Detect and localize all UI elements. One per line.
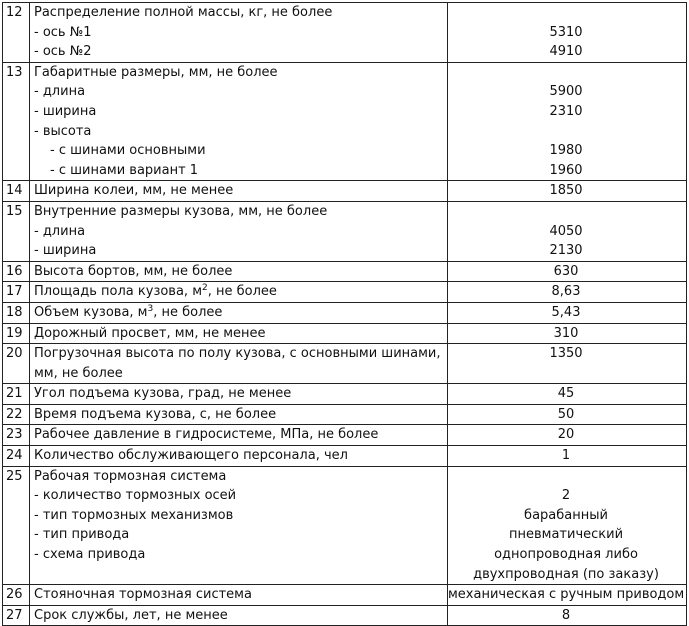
row-number: 15 (3, 201, 30, 261)
table-row (3, 201, 687, 261)
parameter-value-cell (448, 466, 687, 585)
parameter-text: - тип привода (34, 527, 130, 543)
parameter-value: 1 (561, 448, 571, 464)
parameter-value-cell (448, 425, 687, 446)
parameter-value-cell (448, 446, 687, 467)
parameter-value-cell (448, 605, 687, 626)
specifications-table (2, 2, 687, 626)
parameter-name-cell (30, 261, 448, 282)
parameter-value (448, 3, 684, 23)
parameter-text: Высота бортов, мм, не более (34, 263, 233, 279)
parameter-label (34, 405, 447, 425)
parameter-value: 2130 (549, 243, 583, 259)
parameter-value: 2310 (549, 103, 583, 119)
parameter-text: Угол подъема кузова, град, не менее (34, 386, 292, 402)
parameter-label (34, 42, 447, 62)
parameter-value-cell (448, 404, 687, 425)
parameter-value: 1850 (549, 183, 583, 199)
parameter-value-cell (448, 62, 687, 181)
parameter-label (34, 506, 447, 526)
table-row (3, 384, 687, 405)
row-number: 16 (3, 261, 30, 282)
row-number: 14 (3, 181, 30, 202)
parameter-text: - ширина (34, 243, 97, 259)
parameter-value-cell (448, 181, 687, 202)
parameter-value: 630 (553, 263, 579, 279)
table-row (3, 425, 687, 446)
parameter-name-cell (30, 3, 448, 63)
parameter-text: - тип тормозных механизмов (34, 507, 234, 523)
parameter-text: Погрузочная высота по полу кузова, с основными шинами, (34, 346, 441, 362)
parameter-label (34, 161, 447, 181)
unit-exponent: 2 (202, 283, 208, 294)
parameter-text: Дорожный просвет, мм, не менее (34, 325, 266, 341)
row-number: 27 (3, 605, 30, 626)
parameter-value: 5900 (549, 84, 583, 100)
parameter-value-cell (448, 3, 687, 63)
table-row (3, 466, 687, 585)
parameter-label (34, 102, 447, 122)
parameter-label (34, 545, 447, 565)
parameter-label (34, 486, 447, 506)
row-number: 12 (3, 3, 30, 63)
parameter-text: Распределение полной массы, кг, не более (34, 5, 333, 20)
parameter-label (34, 141, 447, 161)
parameter-value: 8 (561, 607, 571, 623)
parameter-label (34, 282, 447, 302)
parameter-value: 310 (553, 325, 579, 341)
parameter-label (34, 262, 447, 282)
parameter-text: мм, не более (34, 365, 123, 381)
parameter-value-cell (448, 585, 687, 606)
parameter-text: - длина (34, 84, 86, 100)
table-row (3, 181, 687, 202)
parameter-text: Габаритные размеры, мм, не более (34, 64, 278, 80)
parameter-value: 4910 (549, 44, 583, 60)
table-row (3, 3, 687, 63)
parameter-text: - с шинами основными (50, 143, 206, 159)
parameter-value: 50 (557, 406, 575, 422)
parameter-value-cell (448, 323, 687, 344)
parameter-value-cell (448, 344, 687, 384)
parameter-value-cell (448, 384, 687, 405)
parameter-text: - схема привода (34, 547, 146, 563)
parameter-name-cell (30, 181, 448, 202)
parameter-value: 1960 (549, 162, 583, 178)
table-row (3, 446, 687, 467)
parameter-text: - высота (34, 123, 92, 139)
parameter-value (448, 63, 684, 83)
parameter-value-cell (448, 282, 687, 303)
parameter-label (34, 181, 447, 201)
table-row (3, 404, 687, 425)
parameter-value (448, 364, 684, 384)
row-number: 26 (3, 585, 30, 606)
parameter-value: 1350 (549, 346, 583, 362)
parameter-name-cell (30, 302, 448, 323)
parameter-value: 1980 (549, 143, 583, 159)
parameter-name-cell (30, 425, 448, 446)
parameter-value: 4050 (549, 223, 583, 239)
specifications-table-body (3, 3, 687, 626)
parameter-label (34, 344, 447, 364)
parameter-label (34, 202, 447, 222)
parameter-label (34, 3, 447, 23)
row-number: 21 (3, 384, 30, 405)
table-row (3, 282, 687, 303)
table-row (3, 302, 687, 323)
row-number: 19 (3, 323, 30, 344)
row-number: 25 (3, 466, 30, 585)
parameter-value: 5310 (549, 24, 583, 40)
parameter-text: - ось №1 (34, 24, 92, 40)
table-row (3, 344, 687, 384)
parameter-text: Количество обслуживающего персонала, чел (34, 448, 348, 464)
parameter-value-cell (448, 302, 687, 323)
row-number: 24 (3, 446, 30, 467)
parameter-label (34, 241, 447, 261)
parameter-value: 20 (557, 427, 575, 443)
table-row (3, 62, 687, 181)
parameter-text: Время подъема кузова, с, не более (34, 406, 277, 422)
parameter-value: 2 (561, 488, 571, 504)
parameter-name-cell (30, 323, 448, 344)
parameter-value (448, 467, 684, 487)
parameter-label (34, 122, 447, 142)
parameter-text: Стояночная тормозная система (34, 587, 252, 603)
parameter-text: Площадь пола кузова, м (34, 284, 203, 300)
parameter-text: Ширина колеи, мм, не менее (34, 183, 234, 199)
parameter-value: пневматический (508, 527, 624, 543)
parameter-value: 45 (557, 386, 575, 402)
parameter-value (448, 202, 684, 222)
parameter-value (448, 122, 684, 142)
row-number: 23 (3, 425, 30, 446)
table-row (3, 605, 687, 626)
parameter-label (34, 425, 447, 445)
row-number: 20 (3, 344, 30, 384)
parameter-label (34, 585, 447, 605)
table-row (3, 323, 687, 344)
parameter-text: - ось №2 (34, 44, 92, 60)
parameter-text: Рабочее давление в гидросистеме, МПа, не более (34, 427, 379, 443)
parameter-label (34, 324, 447, 344)
parameter-name-cell (30, 201, 448, 261)
parameter-label (34, 303, 447, 323)
parameter-label (34, 525, 447, 545)
parameter-value: 5,43 (551, 304, 581, 320)
parameter-text: Срок службы, лет, не менее (34, 607, 228, 623)
parameter-value-cell (448, 261, 687, 282)
row-number: 13 (3, 62, 30, 181)
parameter-value: двухпроводная (по заказу) (473, 566, 659, 582)
parameter-text: - длина (34, 223, 86, 239)
parameter-label (34, 23, 447, 43)
parameter-text: - количество тормозных осей (34, 488, 237, 504)
row-number: 22 (3, 404, 30, 425)
parameter-name-cell (30, 585, 448, 606)
parameter-text-suffix: , не более (207, 284, 277, 300)
table-row (3, 585, 687, 606)
parameter-value: механическая с ручным приводом (448, 587, 685, 603)
parameter-label (34, 222, 447, 242)
parameter-name-cell (30, 344, 448, 384)
parameter-text-suffix: , не более (153, 304, 223, 320)
parameter-label (34, 565, 447, 585)
unit-exponent: 3 (147, 303, 154, 314)
parameter-label (34, 606, 447, 626)
parameter-text: Объем кузова, м (34, 304, 148, 320)
parameter-name-cell (30, 62, 448, 181)
parameter-label (34, 82, 447, 102)
parameter-value: барабанный (524, 507, 608, 523)
parameter-label (34, 446, 447, 466)
parameter-label (34, 467, 447, 487)
parameter-name-cell (30, 282, 448, 303)
row-number: 17 (3, 282, 30, 303)
parameter-text: Внутренние размеры кузова, мм, не более (34, 203, 328, 219)
row-number: 18 (3, 302, 30, 323)
parameter-value-cell (448, 201, 687, 261)
parameter-label (34, 63, 447, 83)
parameter-label (34, 384, 447, 404)
parameter-name-cell (30, 446, 448, 467)
parameter-label (34, 364, 447, 384)
parameter-text: - с шинами вариант 1 (50, 162, 199, 178)
parameter-value: 8,63 (551, 284, 581, 300)
parameter-name-cell (30, 384, 448, 405)
parameter-text: - ширина (34, 103, 97, 119)
table-row (3, 261, 687, 282)
parameter-name-cell (30, 404, 448, 425)
parameter-name-cell (30, 605, 448, 626)
parameter-text: Рабочая тормозная система (34, 468, 227, 484)
parameter-name-cell (30, 466, 448, 585)
parameter-value: однопроводная либо (494, 547, 638, 563)
